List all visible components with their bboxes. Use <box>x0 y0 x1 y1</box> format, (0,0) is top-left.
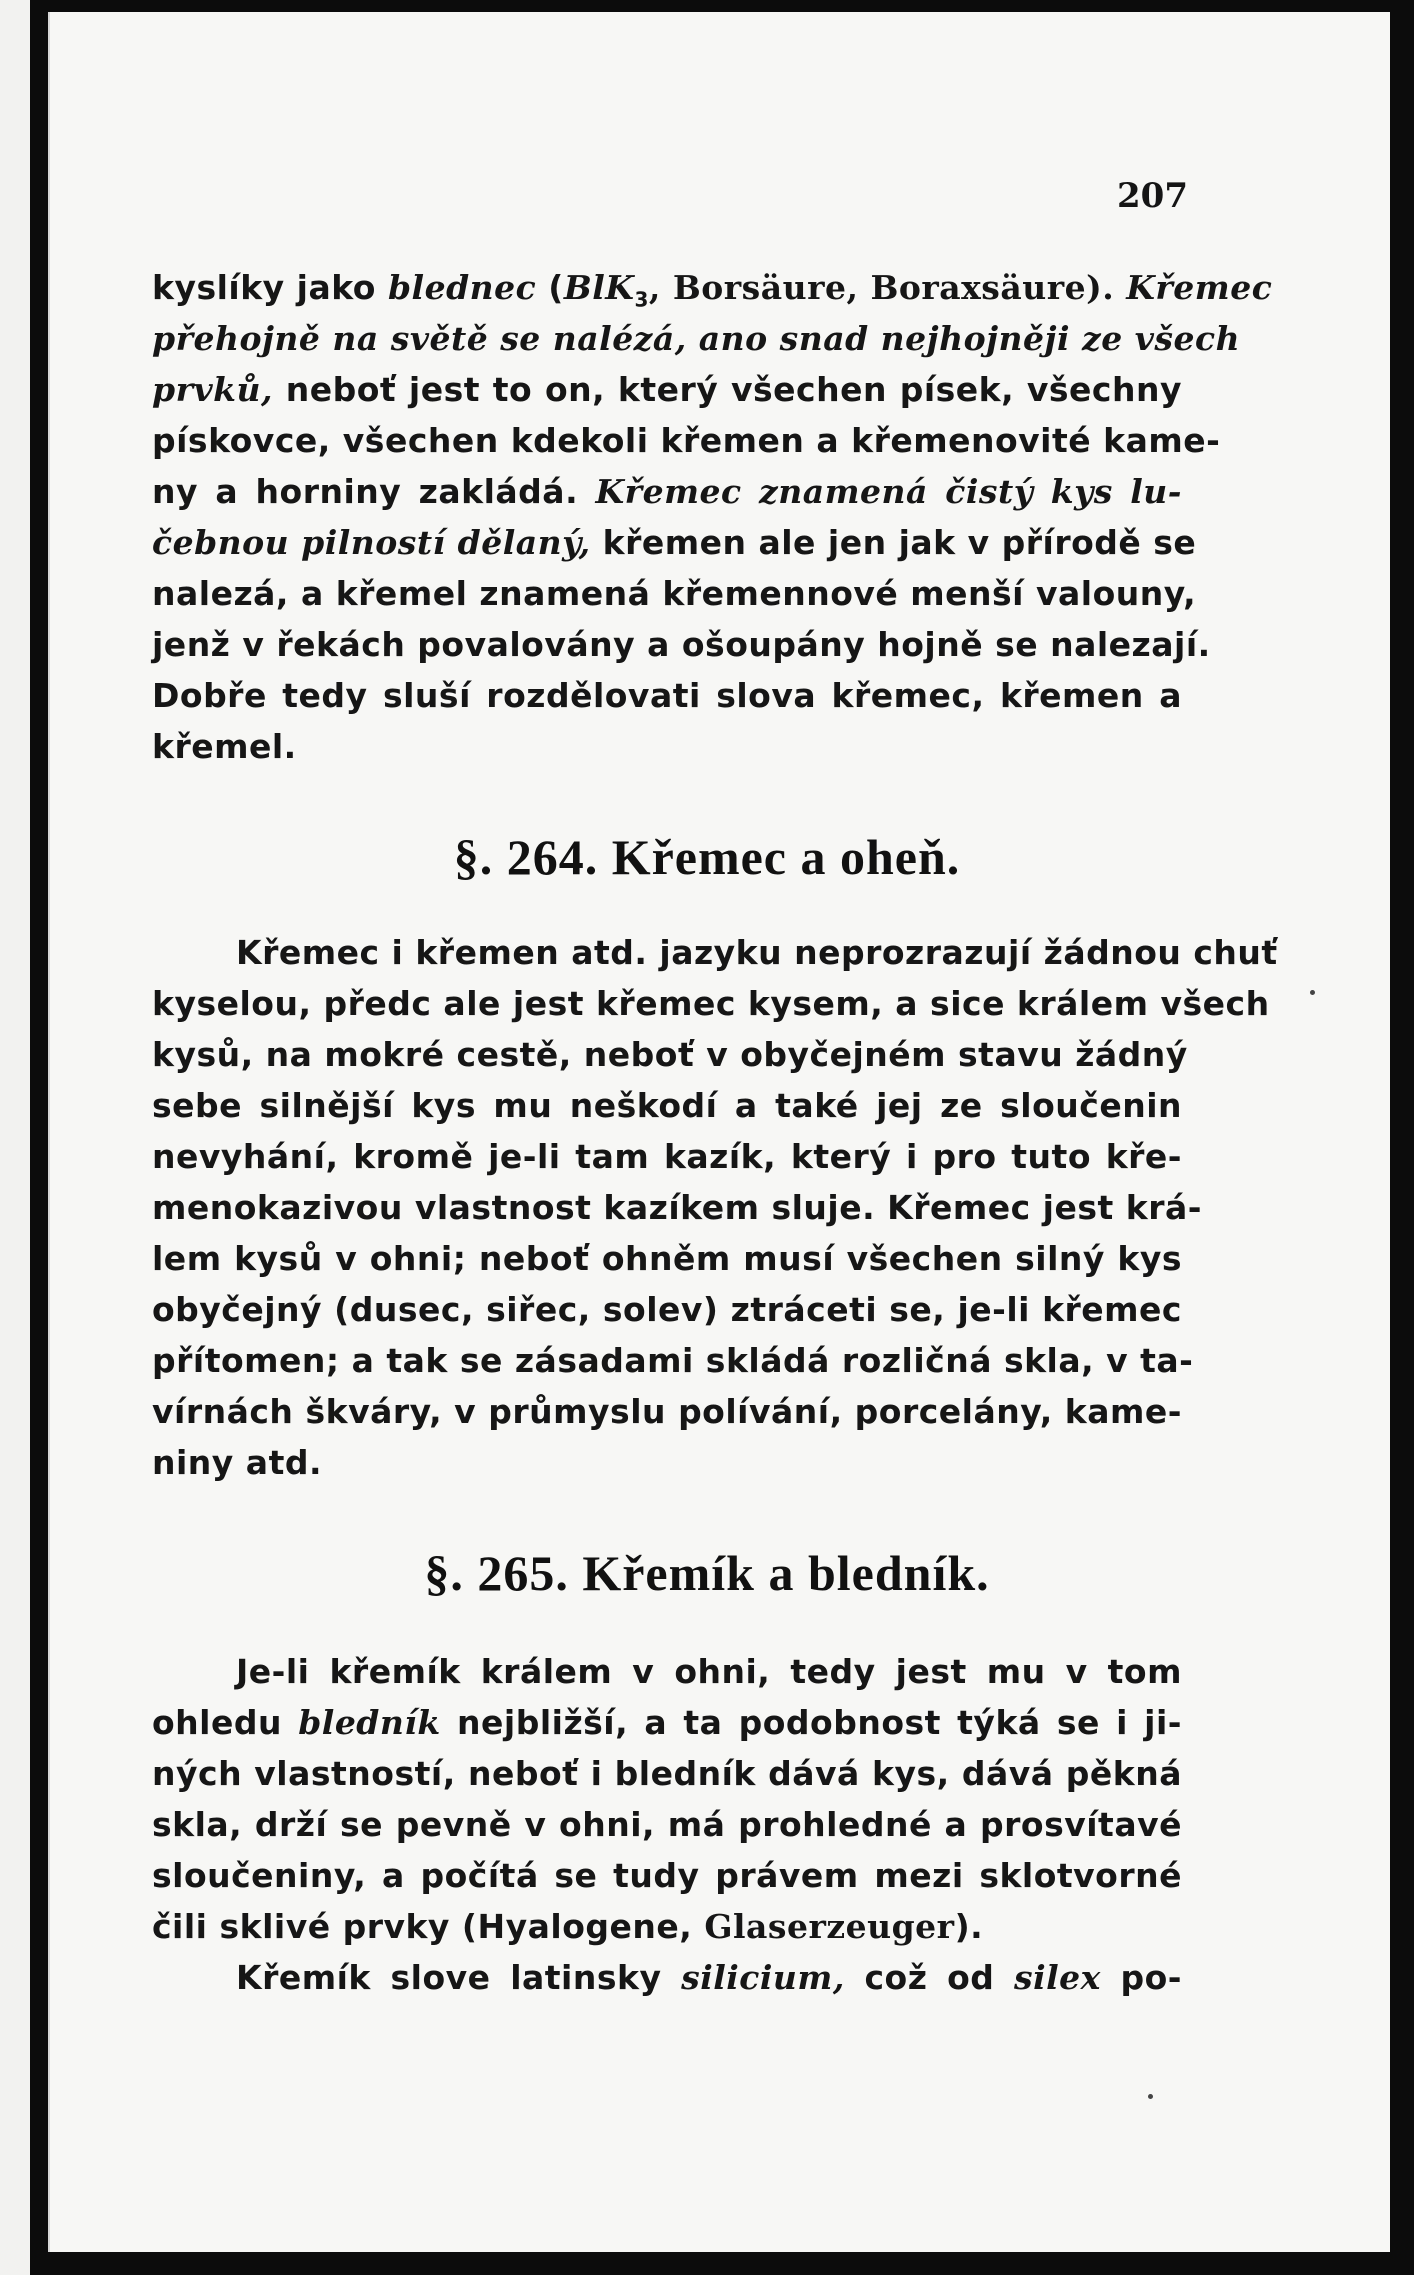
text-line: křemel. <box>152 727 297 766</box>
text-run: nejbližší, a ta podobnost týká se i ji- <box>440 1703 1182 1742</box>
text-line: obyčejný (dusec, siřec, solev) ztráceti se, je-li křemec <box>152 1290 1182 1329</box>
italic-term: bledník <box>298 1703 441 1742</box>
print-speck <box>1310 990 1315 995</box>
text-line <box>152 1901 1182 1952</box>
text-line: přítomen; a tak se zásadami skládá rozličná skla, v ta- <box>152 1341 1194 1380</box>
text-run: ohledu <box>152 1703 299 1742</box>
text-line: menokazivou vlastnost kazíkem sluje. Křemec jest krá- <box>152 1188 1202 1227</box>
german-term: Glaserzeuger <box>704 1907 955 1946</box>
text-line: ných vlastností, neboť i bledník dává kys, dává pěkná <box>152 1754 1182 1793</box>
text-run: neboť jest to on, který všechen písek, všechny <box>272 370 1182 409</box>
text-line: Je-li křemík králem v ohni, tedy jest mu v tom <box>236 1652 1182 1691</box>
text-line: nevyhání, kromě je-li tam kazík, který i pro tuto kře- <box>152 1137 1182 1176</box>
text-line: jenž v řekách povalovány a ošoupány hojně se nalezají. <box>152 625 1211 664</box>
text-line: lem kysů v ohni; neboť ohněm musí všechen silný kys <box>152 1239 1182 1278</box>
page-number: 207 <box>1117 176 1188 216</box>
text-line: skla, drží se pevně v ohni, má prohledné a prosvítavé <box>152 1805 1182 1844</box>
italic-term: čebnou pilností dělaný, <box>152 523 591 562</box>
text-line: niny atd. <box>152 1443 322 1482</box>
italic-term: Křemec znamená čistý kys lu- <box>595 472 1182 511</box>
text-line <box>152 262 1273 313</box>
text-line: pískovce, všechen kdekoli křemen a křemenovité kame- <box>152 421 1221 460</box>
text-line: Dobře tedy sluší rozdělovati slova křemec, křemen a <box>152 676 1182 715</box>
paragraph-264 <box>152 927 1278 1488</box>
text-line <box>152 1697 1182 1748</box>
paragraph-1 <box>152 262 1273 772</box>
print-speck <box>1148 2094 1153 2099</box>
text-run: kyslíky jako <box>152 268 388 307</box>
italic-term: silicium, <box>681 1958 845 1997</box>
text-line <box>152 364 1182 415</box>
text-run: ny a horniny zakládá. <box>152 472 596 511</box>
text-line: sebe silnější kys mu neškodí a také jej ze sloučenin <box>152 1086 1182 1125</box>
text-run: křemen ale jen jak v přírodě se <box>590 523 1197 562</box>
text-run: Křemík slove latinsky <box>236 1958 682 1997</box>
text-run: čili sklivé prvky (Hyalogene, <box>152 1907 705 1946</box>
text-line <box>152 517 1197 568</box>
text-line: kysů, na mokré cestě, neboť v obyčejném stavu žádný <box>152 1035 1188 1074</box>
adjacent-page-edge <box>0 0 30 2275</box>
italic-term: Křemec <box>1126 268 1273 307</box>
text-line: Křemec i křemen atd. jazyku neprozrazují žádnou chuť <box>236 933 1278 972</box>
section-heading-265: §. 265. Křemík a bledník. <box>424 1545 990 1601</box>
text-line: přehojně na světě se nalézá, ano snad nejhojněji ze všech <box>152 319 1241 358</box>
text-run: ( <box>536 268 564 307</box>
text-line: vírnách škváry, v průmyslu polívání, porcelány, kame- <box>152 1392 1182 1431</box>
text-run: ). <box>954 1907 984 1946</box>
section-heading-264: §. 264. Křemec a oheň. <box>453 829 961 885</box>
text-line <box>152 1952 1182 2003</box>
italic-term: silex <box>1014 1958 1101 1997</box>
formula: BlK <box>563 268 635 307</box>
paragraph-265 <box>152 1646 1182 2003</box>
text-line: sloučeniny, a počítá se tudy právem mezi sklotvorné <box>152 1856 1182 1895</box>
text-line: nalezá, a křemel znamená křemennové menší valouny, <box>152 574 1197 613</box>
formula-subscript: 3 <box>634 287 649 312</box>
italic-term: blednec <box>387 268 537 307</box>
german-terms: , Borsäure, Boraxsäure). <box>648 268 1127 307</box>
text-line <box>152 466 1182 517</box>
italic-term: prvků, <box>152 370 273 409</box>
text-run: což od <box>844 1958 1015 1997</box>
text-run: po- <box>1100 1958 1183 1997</box>
text-line: kyselou, předc ale jest křemec kysem, a sice králem všech <box>152 984 1270 1023</box>
